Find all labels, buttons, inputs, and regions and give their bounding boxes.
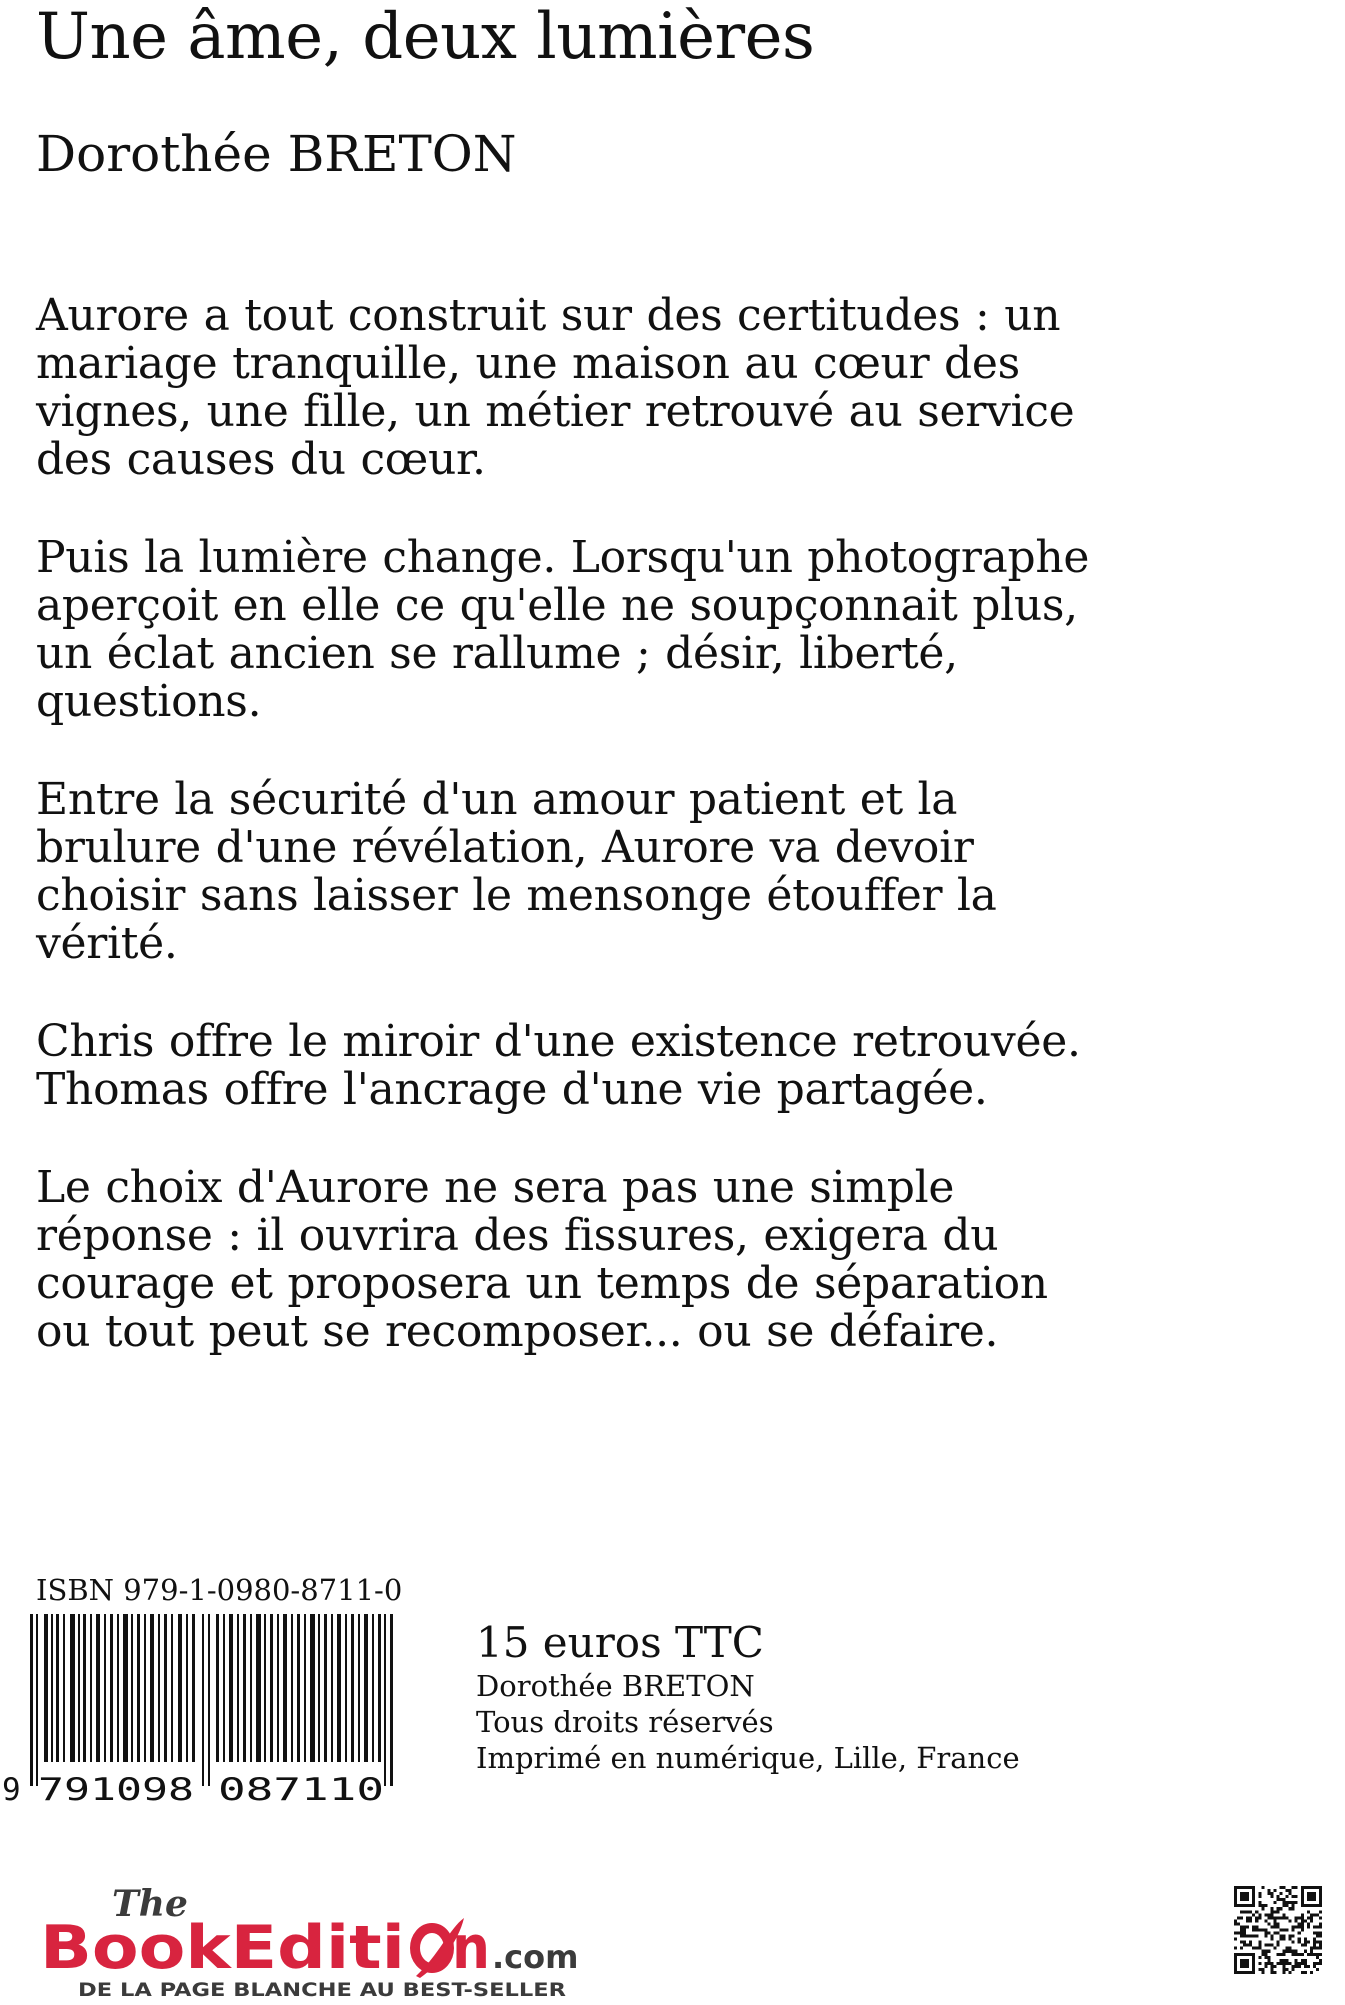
barcode-bar <box>318 1614 320 1762</box>
imprint-printed: Imprimé en numérique, Lille, France <box>476 1741 1020 1775</box>
barcode-bar <box>310 1614 315 1762</box>
book-author: Dorothée BRETON <box>36 125 517 183</box>
blurb-paragraph-2 <box>36 534 1286 726</box>
barcode-bar <box>384 1614 386 1786</box>
back-cover-blurb <box>36 292 1286 1406</box>
blurb-line: Chris offre le miroir d'une existence retrouvée. <box>36 1016 1081 1067</box>
barcode-bar <box>264 1614 266 1762</box>
barcode-bar <box>78 1614 80 1762</box>
barcode-bar <box>216 1614 219 1762</box>
logo-suffix: .com <box>492 1938 579 1976</box>
barcode-bar <box>223 1614 225 1762</box>
blurb-line: mariage tranquille, une maison au cœur des <box>36 338 1020 389</box>
isbn-label: ISBN 979-1-0980-8711-0 <box>36 1573 403 1607</box>
logo-tagline: DE LA PAGE BLANCHE AU BEST-SELLER <box>78 1979 567 2000</box>
book-title: Une âme, deux lumières <box>36 0 815 74</box>
barcode-bar <box>83 1614 86 1762</box>
barcode-bar <box>283 1614 287 1762</box>
barcode-bar <box>110 1614 113 1762</box>
barcode-bar <box>150 1614 154 1762</box>
barcode-bar <box>337 1614 341 1762</box>
barcode-bar <box>372 1614 374 1762</box>
barcode-bar <box>96 1614 100 1762</box>
blurb-line: courage et proposera un temps de séparation <box>36 1258 1048 1309</box>
blurb-line: vérité. <box>36 918 178 969</box>
barcode-bar <box>364 1614 368 1762</box>
blurb-line: Entre la sécurité d'un amour patient et la <box>36 774 958 825</box>
blurb-line: ou tout peut se recomposer... ou se défaire. <box>36 1306 999 1357</box>
blurb-line: aperçoit en elle ce qu'elle ne soupçonnait plus, <box>36 580 1078 631</box>
barcode-bar <box>331 1614 333 1762</box>
barcode-bar <box>144 1614 146 1762</box>
barcode-bar <box>158 1614 160 1762</box>
blurb-line: Thomas offre l'ancrage d'une vie partagée. <box>36 1064 988 1115</box>
barcode-bar <box>291 1614 293 1762</box>
barcode-bar <box>164 1614 167 1762</box>
barcode-bar <box>171 1614 173 1762</box>
barcode-bar <box>202 1614 204 1786</box>
barcode-bar <box>250 1614 252 1762</box>
barcode-bar <box>90 1614 92 1762</box>
bookedition-logo <box>40 1878 640 2000</box>
barcode-bar <box>51 1614 53 1762</box>
blurb-paragraph-4 <box>36 1018 1286 1114</box>
logo-name-part1: BookEditi <box>40 1913 405 1983</box>
barcode-left-digits: 791098 <box>38 1772 194 1804</box>
barcode-bar <box>390 1614 393 1786</box>
barcode-bar <box>63 1614 65 1762</box>
barcode-bar <box>178 1614 182 1762</box>
barcode-bar <box>358 1614 360 1762</box>
isbn-barcode <box>0 1614 420 1804</box>
barcode-right-digits: 087110 <box>218 1772 384 1804</box>
blurb-line: choisir sans laisser le mensonge étouffer la <box>36 870 997 921</box>
barcode-bar <box>44 1614 48 1762</box>
barcode-bar <box>351 1614 354 1762</box>
blurb-line: un éclat ancien se rallume ; désir, liberté, <box>36 628 958 679</box>
barcode-lead-digit: 9 <box>2 1772 21 1804</box>
barcode-bar <box>117 1614 119 1762</box>
barcode-bar <box>256 1614 261 1762</box>
blurb-paragraph-1 <box>36 292 1286 484</box>
barcode-bar <box>36 1614 38 1786</box>
price: 15 euros TTC <box>476 1618 764 1667</box>
blurb-line: Le choix d'Aurore ne sera pas une simple <box>36 1162 955 1213</box>
barcode-bar <box>208 1614 210 1786</box>
imprint-author: Dorothée BRETON <box>476 1669 755 1703</box>
logo-the: The <box>112 1883 188 1925</box>
blurb-line: Aurore a tout construit sur des certitudes : un <box>36 290 1061 341</box>
barcode-bar <box>277 1614 279 1762</box>
blurb-line: des causes du cœur. <box>36 434 486 485</box>
barcode-bar <box>345 1614 347 1762</box>
logo-name-part2: n <box>452 1913 490 1983</box>
blurb-paragraph-5 <box>36 1164 1286 1356</box>
blurb-line: Puis la lumière change. Lorsqu'un photographe <box>36 532 1090 583</box>
qr-code-icon <box>1234 1886 1322 1974</box>
barcode-bar <box>70 1614 75 1762</box>
barcode-bar <box>324 1614 327 1762</box>
barcode-bar <box>270 1614 273 1762</box>
barcode-bar <box>237 1614 239 1762</box>
barcode-bar <box>104 1614 106 1762</box>
barcode-bar <box>56 1614 59 1762</box>
blurb-paragraph-3 <box>36 776 1286 968</box>
barcode-bar <box>137 1614 140 1762</box>
imprint-block <box>476 1618 1020 1776</box>
barcode-bar <box>378 1614 381 1762</box>
barcode-bar <box>243 1614 246 1762</box>
barcode-bar <box>131 1614 133 1762</box>
barcode-bar <box>297 1614 300 1762</box>
blurb-line: brulure d'une révélation, Aurore va devoir <box>36 822 974 873</box>
blurb-line: réponse : il ouvrira des fissures, exigera du <box>36 1210 999 1261</box>
barcode-bar <box>229 1614 233 1762</box>
blurb-line: questions. <box>36 676 262 727</box>
barcode-bar <box>123 1614 128 1762</box>
imprint-rights: Tous droits réservés <box>476 1705 774 1739</box>
barcode-bar <box>186 1614 188 1762</box>
barcode-bar <box>192 1614 195 1762</box>
barcode-bars <box>30 1614 393 1786</box>
barcode-bar <box>30 1614 33 1786</box>
barcode-bar <box>304 1614 306 1762</box>
blurb-line: vignes, une fille, un métier retrouvé au service <box>36 386 1075 437</box>
